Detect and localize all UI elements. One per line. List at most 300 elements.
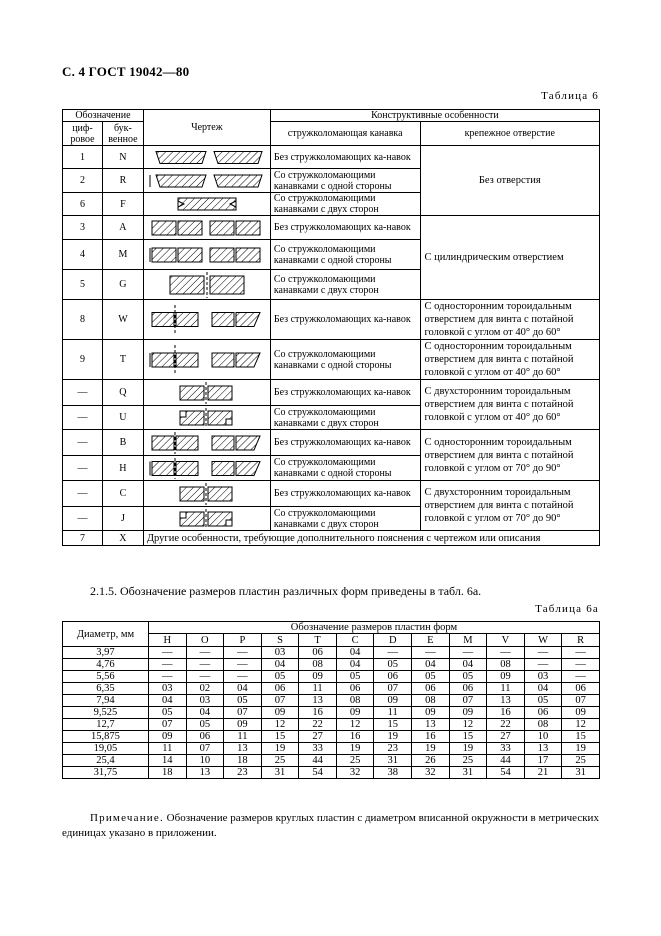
column-header-w: W: [524, 634, 562, 647]
insert-section-left-b: [176, 436, 198, 450]
hole-description: Без отверстия: [420, 146, 599, 216]
insert-section-right-b: [236, 248, 260, 262]
size-code: 05: [524, 695, 562, 707]
page-header: С. 4 ГОСТ 19042—80: [62, 64, 190, 79]
size-code: 44: [299, 755, 337, 767]
insert-section-left-b: [176, 313, 198, 327]
hole-description: С односторонним тороидальным отверстием для винта с потайной головкой с углом от 70° до 90°: [420, 430, 599, 481]
size-code: 09: [374, 695, 412, 707]
drawing-cell: [143, 507, 270, 531]
size-code: 25: [449, 755, 487, 767]
drawing-cell: [143, 146, 270, 169]
groove-description: Без стружколомающих ка-навок: [270, 380, 420, 406]
letter-code: G: [102, 270, 143, 300]
drawing-cell: [143, 456, 270, 481]
size-code: 07: [562, 695, 600, 707]
size-code: 33: [487, 743, 525, 755]
table-6a-row: [63, 659, 600, 671]
size-code: 03: [524, 671, 562, 683]
insert-section-right-b: [236, 436, 260, 450]
size-code: 06: [562, 683, 600, 695]
insert-section-right-a: [212, 313, 234, 327]
diameter-value: 3,97: [63, 647, 149, 659]
digital-code: —: [63, 456, 103, 481]
diameter-value: 31,75: [63, 767, 149, 779]
groove-description: Со стружколомающими канавками с одной стороны: [270, 240, 420, 270]
insert-drawing: [148, 483, 266, 505]
insert-section-right-a: [212, 353, 234, 367]
hole-description: С цилиндрическим отверстием: [420, 216, 599, 300]
size-code: 13: [487, 695, 525, 707]
insert-drawing: [148, 432, 266, 454]
size-code: 07: [261, 695, 299, 707]
column-header-c: C: [336, 634, 374, 647]
groove-mark-left: [180, 411, 186, 417]
size-code: 02: [186, 683, 224, 695]
insert-section-left-b: [178, 221, 202, 235]
letter-code: R: [102, 169, 143, 193]
size-code: 06: [449, 683, 487, 695]
size-code: 05: [186, 719, 224, 731]
table-6-caption: Таблица 6: [541, 90, 599, 102]
size-code: 13: [412, 719, 450, 731]
size-code: 06: [412, 683, 450, 695]
diameter-value: 12,7: [63, 719, 149, 731]
column-header-t: T: [299, 634, 337, 647]
size-code: 19: [449, 743, 487, 755]
size-code: 03: [261, 647, 299, 659]
size-code: 13: [299, 695, 337, 707]
table-6-row: [63, 146, 600, 169]
size-code: 31: [374, 755, 412, 767]
insert-drawing: [148, 345, 266, 375]
note: [62, 811, 602, 841]
groove-description: Со стружколомающими канавками с двух сторон: [270, 507, 420, 531]
size-code: 14: [148, 755, 186, 767]
drawing-cell: [143, 481, 270, 507]
groove-header: стружколомающая канавка: [270, 122, 420, 146]
table-6a-row: [63, 767, 600, 779]
groove-description: Без стружколомающих ка-навок: [270, 146, 420, 169]
size-code: —: [186, 647, 224, 659]
digital-header: циф- ровое: [63, 122, 103, 146]
sizes-group-header: Обозначение размеров пластин форм: [148, 622, 599, 634]
size-code: 44: [487, 755, 525, 767]
size-code: —: [224, 647, 262, 659]
column-header-o: O: [186, 634, 224, 647]
digital-code: —: [63, 507, 103, 531]
groove-description: Без стружколомающих ка-навок: [270, 481, 420, 507]
size-code: 04: [336, 659, 374, 671]
size-code: 15: [374, 719, 412, 731]
size-code: —: [224, 659, 262, 671]
table-6-row: [63, 481, 600, 507]
drawing-cell: [143, 193, 270, 216]
size-code: 05: [374, 659, 412, 671]
letter-code: F: [102, 193, 143, 216]
column-header-s: S: [261, 634, 299, 647]
note-text: Обозначение размеров круглых пластин с диаметром вписанной окружности в метрических единицах указано в приложении.: [62, 812, 599, 839]
digital-code: —: [63, 380, 103, 406]
letter-code: Q: [102, 380, 143, 406]
digital-code: —: [63, 406, 103, 430]
size-code: 12: [261, 719, 299, 731]
groove-description: Со стружколомающими канавками с одной стороны: [270, 456, 420, 481]
groove-description: Со стружколомающими канавками с одной стороны: [270, 169, 420, 193]
size-code: 12: [562, 719, 600, 731]
size-code: 22: [487, 719, 525, 731]
size-code: 06: [336, 683, 374, 695]
insert-section-left: [170, 276, 204, 294]
groove-description: Без стружколомающих ка-навок: [270, 430, 420, 456]
size-code: 19: [412, 743, 450, 755]
size-code: —: [412, 647, 450, 659]
letter-code: W: [102, 300, 143, 340]
size-code: 04: [336, 647, 374, 659]
size-code: —: [562, 647, 600, 659]
groove-description: Со стружколомающими канавками с двух сторон: [270, 406, 420, 430]
digital-code: 3: [63, 216, 103, 240]
size-code: —: [487, 647, 525, 659]
size-code: 13: [186, 767, 224, 779]
size-code: —: [148, 659, 186, 671]
size-code: 04: [148, 695, 186, 707]
insert-section-left: [156, 151, 206, 163]
table-6a: [62, 621, 600, 779]
letter-code: T: [102, 340, 143, 380]
insert-section-left-b: [176, 461, 198, 475]
groove-mark-left: [180, 512, 186, 518]
letter-code: H: [102, 456, 143, 481]
size-code: 11: [374, 707, 412, 719]
size-code: 15: [449, 731, 487, 743]
size-code: 07: [374, 683, 412, 695]
drawing-cell: [143, 216, 270, 240]
diameter-value: 5,56: [63, 671, 149, 683]
insert-drawing: [148, 195, 266, 213]
size-code: 09: [487, 671, 525, 683]
size-code: 25: [562, 755, 600, 767]
size-code: 21: [524, 767, 562, 779]
insert-section-right: [214, 175, 262, 187]
groove-description: Со стружколомающими канавками с двух сторон: [270, 270, 420, 300]
diameter-header: Диаметр, мм: [63, 622, 149, 647]
hole-description: С односторонним тороидальным отверстием для винта с потайной головкой с углом от 40° до 60°: [420, 340, 599, 380]
row-x-text: Другие особенности, требующие дополнительного пояснения с чертежом или описания: [143, 531, 599, 546]
insert-section-right-a: [210, 221, 234, 235]
table-6a-row: [63, 743, 600, 755]
column-header-v: V: [487, 634, 525, 647]
insert-drawing: [148, 148, 266, 167]
size-code: 05: [449, 671, 487, 683]
size-code: 31: [261, 767, 299, 779]
size-code: 09: [261, 707, 299, 719]
insert-section-left-a: [152, 221, 176, 235]
size-code: 03: [186, 695, 224, 707]
size-code: 05: [336, 671, 374, 683]
column-header-r: R: [562, 634, 600, 647]
size-code: 32: [336, 767, 374, 779]
drawing-header: Чертеж: [143, 110, 270, 146]
insert-drawing: [148, 458, 266, 479]
table-6a-row: [63, 647, 600, 659]
size-code: —: [562, 671, 600, 683]
size-code: 09: [562, 707, 600, 719]
row-x-letter: X: [102, 531, 143, 546]
insert-section: [178, 198, 236, 210]
size-code: 26: [412, 755, 450, 767]
size-code: 16: [487, 707, 525, 719]
insert-drawing: [148, 272, 266, 298]
letter-header: бук- венное: [102, 122, 143, 146]
insert-drawing: [148, 382, 266, 404]
digital-code: 4: [63, 240, 103, 270]
table-6a-row: [63, 755, 600, 767]
size-code: 23: [224, 767, 262, 779]
size-code: 12: [449, 719, 487, 731]
size-code: —: [148, 647, 186, 659]
diameter-value: 19,05: [63, 743, 149, 755]
size-code: 22: [299, 719, 337, 731]
table-6a-row: [63, 671, 600, 683]
insert-section-right-b: [236, 221, 260, 235]
digital-code: 5: [63, 270, 103, 300]
drawing-cell: [143, 380, 270, 406]
groove-description: Без стружколомающих ка-навок: [270, 300, 420, 340]
letter-code: M: [102, 240, 143, 270]
size-code: 33: [299, 743, 337, 755]
size-code: 38: [374, 767, 412, 779]
size-code: 10: [186, 755, 224, 767]
size-code: 08: [336, 695, 374, 707]
diameter-value: 4,76: [63, 659, 149, 671]
size-code: 16: [299, 707, 337, 719]
insert-section-right: [208, 487, 232, 501]
letter-code: B: [102, 430, 143, 456]
size-code: 04: [224, 683, 262, 695]
insert-section-right: [210, 276, 244, 294]
insert-section-left-a: [152, 248, 176, 262]
size-code: 08: [412, 695, 450, 707]
size-code: 06: [186, 731, 224, 743]
size-code: 11: [148, 743, 186, 755]
size-code: 13: [224, 743, 262, 755]
size-code: 15: [261, 731, 299, 743]
column-header-h: H: [148, 634, 186, 647]
note-label: Примечание.: [90, 812, 164, 824]
groove-description: Со стружколомающими канавками с одной стороны: [270, 340, 420, 380]
size-code: 06: [261, 683, 299, 695]
table-6-row: [63, 216, 600, 240]
size-code: 05: [224, 695, 262, 707]
hole-header: крепежное отверстие: [420, 122, 599, 146]
insert-section-left-a: [152, 313, 174, 327]
size-code: 54: [487, 767, 525, 779]
digital-code: 2: [63, 169, 103, 193]
groove-description: Со стружколомающими канавками с двух сторон: [270, 193, 420, 216]
hole-description: С двухсторонним тороидальным отверстием для винта с потайной головкой с углом от 40° до 60°: [420, 380, 599, 430]
diameter-value: 9,525: [63, 707, 149, 719]
size-code: 09: [449, 707, 487, 719]
drawing-cell: [143, 340, 270, 380]
size-code: 19: [562, 743, 600, 755]
row-x-digital: 7: [63, 531, 103, 546]
digital-code: 6: [63, 193, 103, 216]
diameter-value: 6,35: [63, 683, 149, 695]
insert-section-right: [208, 386, 232, 400]
column-header-m: M: [449, 634, 487, 647]
size-code: —: [374, 647, 412, 659]
size-code: 05: [412, 671, 450, 683]
drawing-cell: [143, 270, 270, 300]
table-6-row: [63, 430, 600, 456]
size-code: 16: [336, 731, 374, 743]
digital-code: 9: [63, 340, 103, 380]
features-header: Конструктивные особенности: [270, 110, 599, 122]
groove-mark-right: [226, 520, 232, 526]
insert-section-right-b: [236, 313, 260, 327]
size-code: 04: [186, 707, 224, 719]
size-code: 10: [524, 731, 562, 743]
size-code: —: [148, 671, 186, 683]
table-6a-caption: Таблица 6а: [535, 603, 599, 615]
size-code: 06: [524, 707, 562, 719]
size-code: —: [449, 647, 487, 659]
size-code: 25: [261, 755, 299, 767]
digital-code: 1: [63, 146, 103, 169]
insert-section-right-a: [210, 248, 234, 262]
groove-description: Без стружколомающих ка-навок: [270, 216, 420, 240]
insert-section-left-a: [152, 353, 174, 367]
size-code: 54: [299, 767, 337, 779]
table-6a-row: [63, 707, 600, 719]
insert-section-right: [214, 151, 262, 163]
table-6-row: [63, 340, 600, 380]
designation-header: Обозначение: [63, 110, 144, 122]
size-code: 09: [148, 731, 186, 743]
size-code: 03: [148, 683, 186, 695]
insert-section-left-a: [152, 436, 174, 450]
insert-section-right-b: [236, 353, 260, 367]
size-code: 09: [336, 707, 374, 719]
insert-drawing: [148, 171, 266, 191]
diameter-value: 15,875: [63, 731, 149, 743]
size-code: 06: [299, 647, 337, 659]
insert-drawing: [148, 305, 266, 334]
size-code: 13: [524, 743, 562, 755]
size-code: 05: [148, 707, 186, 719]
size-code: —: [562, 659, 600, 671]
insert-section-right-b: [236, 461, 260, 475]
size-code: 18: [224, 755, 262, 767]
size-code: 09: [299, 671, 337, 683]
table-6a-row: [63, 719, 600, 731]
digital-code: 8: [63, 300, 103, 340]
size-code: 27: [299, 731, 337, 743]
size-code: 11: [299, 683, 337, 695]
size-code: 08: [299, 659, 337, 671]
size-code: 07: [186, 743, 224, 755]
size-code: 15: [562, 731, 600, 743]
drawing-cell: [143, 240, 270, 270]
size-code: 27: [487, 731, 525, 743]
column-header-d: D: [374, 634, 412, 647]
hole-description: С односторонним тороидальным отверстием для винта с потайной головкой с углом от 40° до 60°: [420, 300, 599, 340]
table-6a-row: [63, 683, 600, 695]
drawing-cell: [143, 169, 270, 193]
size-code: —: [524, 659, 562, 671]
size-code: 04: [524, 683, 562, 695]
size-code: 08: [524, 719, 562, 731]
insert-section-left-b: [178, 248, 202, 262]
table-6a-row: [63, 695, 600, 707]
insert-drawing: [148, 408, 266, 428]
insert-drawing: [148, 242, 266, 268]
size-code: 07: [224, 707, 262, 719]
letter-code: N: [102, 146, 143, 169]
insert-section-left-a: [152, 461, 174, 475]
insert-section-right-a: [212, 436, 234, 450]
letter-code: A: [102, 216, 143, 240]
drawing-cell: [143, 300, 270, 340]
size-code: 17: [524, 755, 562, 767]
size-code: 09: [412, 707, 450, 719]
digital-code: —: [63, 430, 103, 456]
table-6a-row: [63, 731, 600, 743]
insert-section-left-b: [176, 353, 198, 367]
insert-drawing: [148, 509, 266, 529]
size-code: 05: [261, 671, 299, 683]
insert-section-left: [180, 487, 204, 501]
size-code: 08: [487, 659, 525, 671]
size-code: —: [224, 671, 262, 683]
size-code: 09: [224, 719, 262, 731]
drawing-cell: [143, 430, 270, 456]
letter-code: J: [102, 507, 143, 531]
hole-description: С двухсторонним тороидальным отверстием для винта с потайной головкой с углом от 70° до 90°: [420, 481, 599, 531]
paragraph-2-1-5: 2.1.5. Обозначение размеров пластин различных форм приведены в табл. 6а.: [90, 584, 482, 598]
insert-section-left: [156, 175, 206, 187]
size-code: 11: [487, 683, 525, 695]
size-code: 19: [336, 743, 374, 755]
insert-section-right-a: [212, 461, 234, 475]
size-code: 31: [449, 767, 487, 779]
drawing-cell: [143, 406, 270, 430]
diameter-value: 7,94: [63, 695, 149, 707]
size-code: 25: [336, 755, 374, 767]
size-code: 04: [412, 659, 450, 671]
groove-mark-right: [226, 419, 232, 425]
size-code: 32: [412, 767, 450, 779]
size-code: 19: [261, 743, 299, 755]
size-code: 12: [336, 719, 374, 731]
size-code: —: [186, 671, 224, 683]
table-6-row: [63, 300, 600, 340]
size-code: 19: [374, 731, 412, 743]
letter-code: U: [102, 406, 143, 430]
size-code: 06: [374, 671, 412, 683]
diameter-value: 25,4: [63, 755, 149, 767]
size-code: —: [524, 647, 562, 659]
letter-code: C: [102, 481, 143, 507]
size-code: 18: [148, 767, 186, 779]
digital-code: —: [63, 481, 103, 507]
size-code: 07: [449, 695, 487, 707]
size-code: 23: [374, 743, 412, 755]
column-header-e: E: [412, 634, 450, 647]
size-code: 07: [148, 719, 186, 731]
insert-section-left: [180, 386, 204, 400]
